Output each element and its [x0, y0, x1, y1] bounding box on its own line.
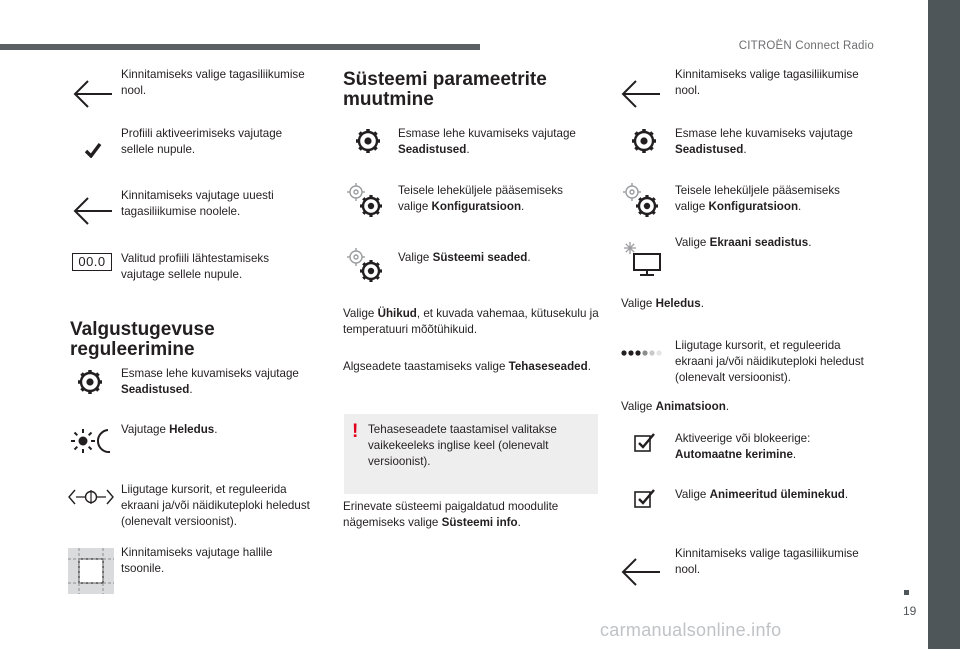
bold-term: Tehaseseaded	[508, 360, 588, 373]
col3-item-back: Kinnitamiseks valige tagasiliikumise nool.	[675, 547, 859, 576]
back-arrow-icon	[72, 78, 114, 110]
col2-item-config: Teisele leheküljele pääsemiseks valige Konfiguratsioon.	[398, 184, 563, 213]
bold-term: Seadistused	[121, 383, 190, 396]
bold-term: Konfiguratsioon	[708, 200, 799, 213]
gear-icon	[354, 127, 382, 155]
col1-item-3: Kinnitamiseks vajutage uuesti tagasiliikumise noolele.	[121, 189, 274, 218]
checkbox-icon[interactable]	[634, 433, 656, 453]
gear-icon	[76, 368, 104, 396]
col3-animation-paragraph: Valige Animatsioon.	[621, 400, 730, 413]
screen-settings-icon[interactable]	[622, 240, 664, 278]
col2-sysinfo-paragraph: Erinevate süsteemi paigaldatud moodulite nägemiseks valige Süsteemi info.	[343, 500, 559, 529]
col1-item-2: Profiili aktiveerimiseks vajutage sellele nupule.	[121, 127, 283, 156]
header-brand: CITROËN Connect Radio	[738, 40, 874, 52]
double-gear-icon	[621, 181, 661, 221]
col3-item-settings: Esmase lehe kuvamiseks vajutage Seadistused.	[675, 127, 853, 156]
col2-factory-paragraph: Algseadete taastamiseks valige Tehaseseaded.	[343, 360, 591, 373]
bold-term: Animatsioon	[655, 400, 726, 413]
section-title-system-1: Süsteemi parameetrite	[343, 69, 547, 90]
header-bar	[0, 44, 480, 50]
col3-brightness-paragraph: Valige Heledus.	[621, 297, 704, 310]
back-arrow-icon	[620, 556, 662, 588]
col1-item-slider: Liigutage kursorit, et reguleerida ekraani ja/või näidikuteploki heledust (olenevalt versioonist).	[121, 483, 310, 528]
col1-item-settings: Esmase lehe kuvamiseks vajutage Seadistused.	[121, 367, 299, 396]
back-arrow-icon	[620, 78, 662, 110]
section-title-brightness-1: Valgustugevuse	[70, 319, 215, 340]
slider-icon[interactable]	[68, 486, 114, 508]
col3-item-config: Teisele leheküljele pääsemiseks valige Konfiguratsioon.	[675, 184, 840, 213]
col3-item-1: Kinnitamiseks valige tagasiliikumise nool.	[675, 68, 859, 97]
col3-dots-text: Liigutage kursorit, et reguleerida ekraani ja/või näidikuteploki heledust (olenevalt versioonist).	[675, 339, 864, 384]
checkmark-icon[interactable]	[84, 142, 102, 158]
section-title-brightness-2: reguleerimine	[70, 339, 195, 360]
col1-item-1: Kinnitamiseks valige tagasiliikumise nool.	[121, 68, 305, 97]
section-title-system-2: muutmine	[343, 89, 434, 110]
col3-item-autoscroll: Aktiveerige või blokeerige: Automaatne kerimine.	[675, 432, 811, 461]
warning-note-text: Tehaseseadete taastamisel valitakse vaikekeeleks inglise keel (olenevalt versioonist).	[368, 423, 557, 468]
bold-term: Süsteemi seaded	[432, 251, 528, 264]
brightness-dots-icon[interactable]	[620, 348, 664, 358]
bold-term: Ühikud	[377, 307, 417, 320]
bold-term: Heledus	[169, 423, 215, 436]
bold-term: Automaatne kerimine	[675, 448, 793, 461]
warning-exclamation-icon: !	[352, 421, 359, 442]
col1-item-greyzone: Kinnitamiseks vajutage hallile tsoonile.	[121, 546, 273, 575]
bold-term: Seadistused	[675, 143, 744, 156]
double-gear-icon	[345, 246, 385, 286]
reset-button-icon[interactable]: 00.0	[72, 253, 112, 271]
col2-item-settings: Esmase lehe kuvamiseks vajutage Seadistused.	[398, 127, 576, 156]
grey-zone-icon[interactable]	[68, 548, 114, 594]
bold-term: Animeeritud üleminekud	[709, 488, 845, 501]
col1-item-4: Valitud profiili lähtestamiseks vajutage sellele nupule.	[121, 252, 269, 281]
col2-item-system-settings: Valige Süsteemi seaded.	[398, 251, 531, 264]
watermark: carmanualsonline.info	[600, 620, 782, 640]
bold-term: Seadistused	[398, 143, 467, 156]
col3-item-transitions: Valige Animeeritud üleminekud.	[675, 488, 849, 501]
back-arrow-icon	[72, 195, 114, 227]
checkbox-icon[interactable]	[634, 489, 656, 509]
bold-term: Heledus	[655, 297, 701, 310]
col1-item-brightness: Vajutage Heledus.	[121, 423, 218, 436]
page-marker	[904, 590, 909, 595]
brightness-icon[interactable]	[70, 425, 114, 457]
col2-units-paragraph: Valige Ühikud, et kuvada vahemaa, kütusekulu ja temperatuuri mõõtühikuid.	[343, 307, 599, 336]
col3-item-screen: Valige Ekraani seadistus.	[675, 236, 812, 249]
gear-icon	[630, 127, 658, 155]
bold-term: Süsteemi info	[441, 516, 518, 529]
page-number: 19	[903, 604, 917, 618]
side-strip	[928, 0, 960, 649]
bold-term: Konfiguratsioon	[431, 200, 522, 213]
double-gear-icon	[345, 181, 385, 221]
bold-term: Ekraani seadistus	[709, 236, 809, 249]
